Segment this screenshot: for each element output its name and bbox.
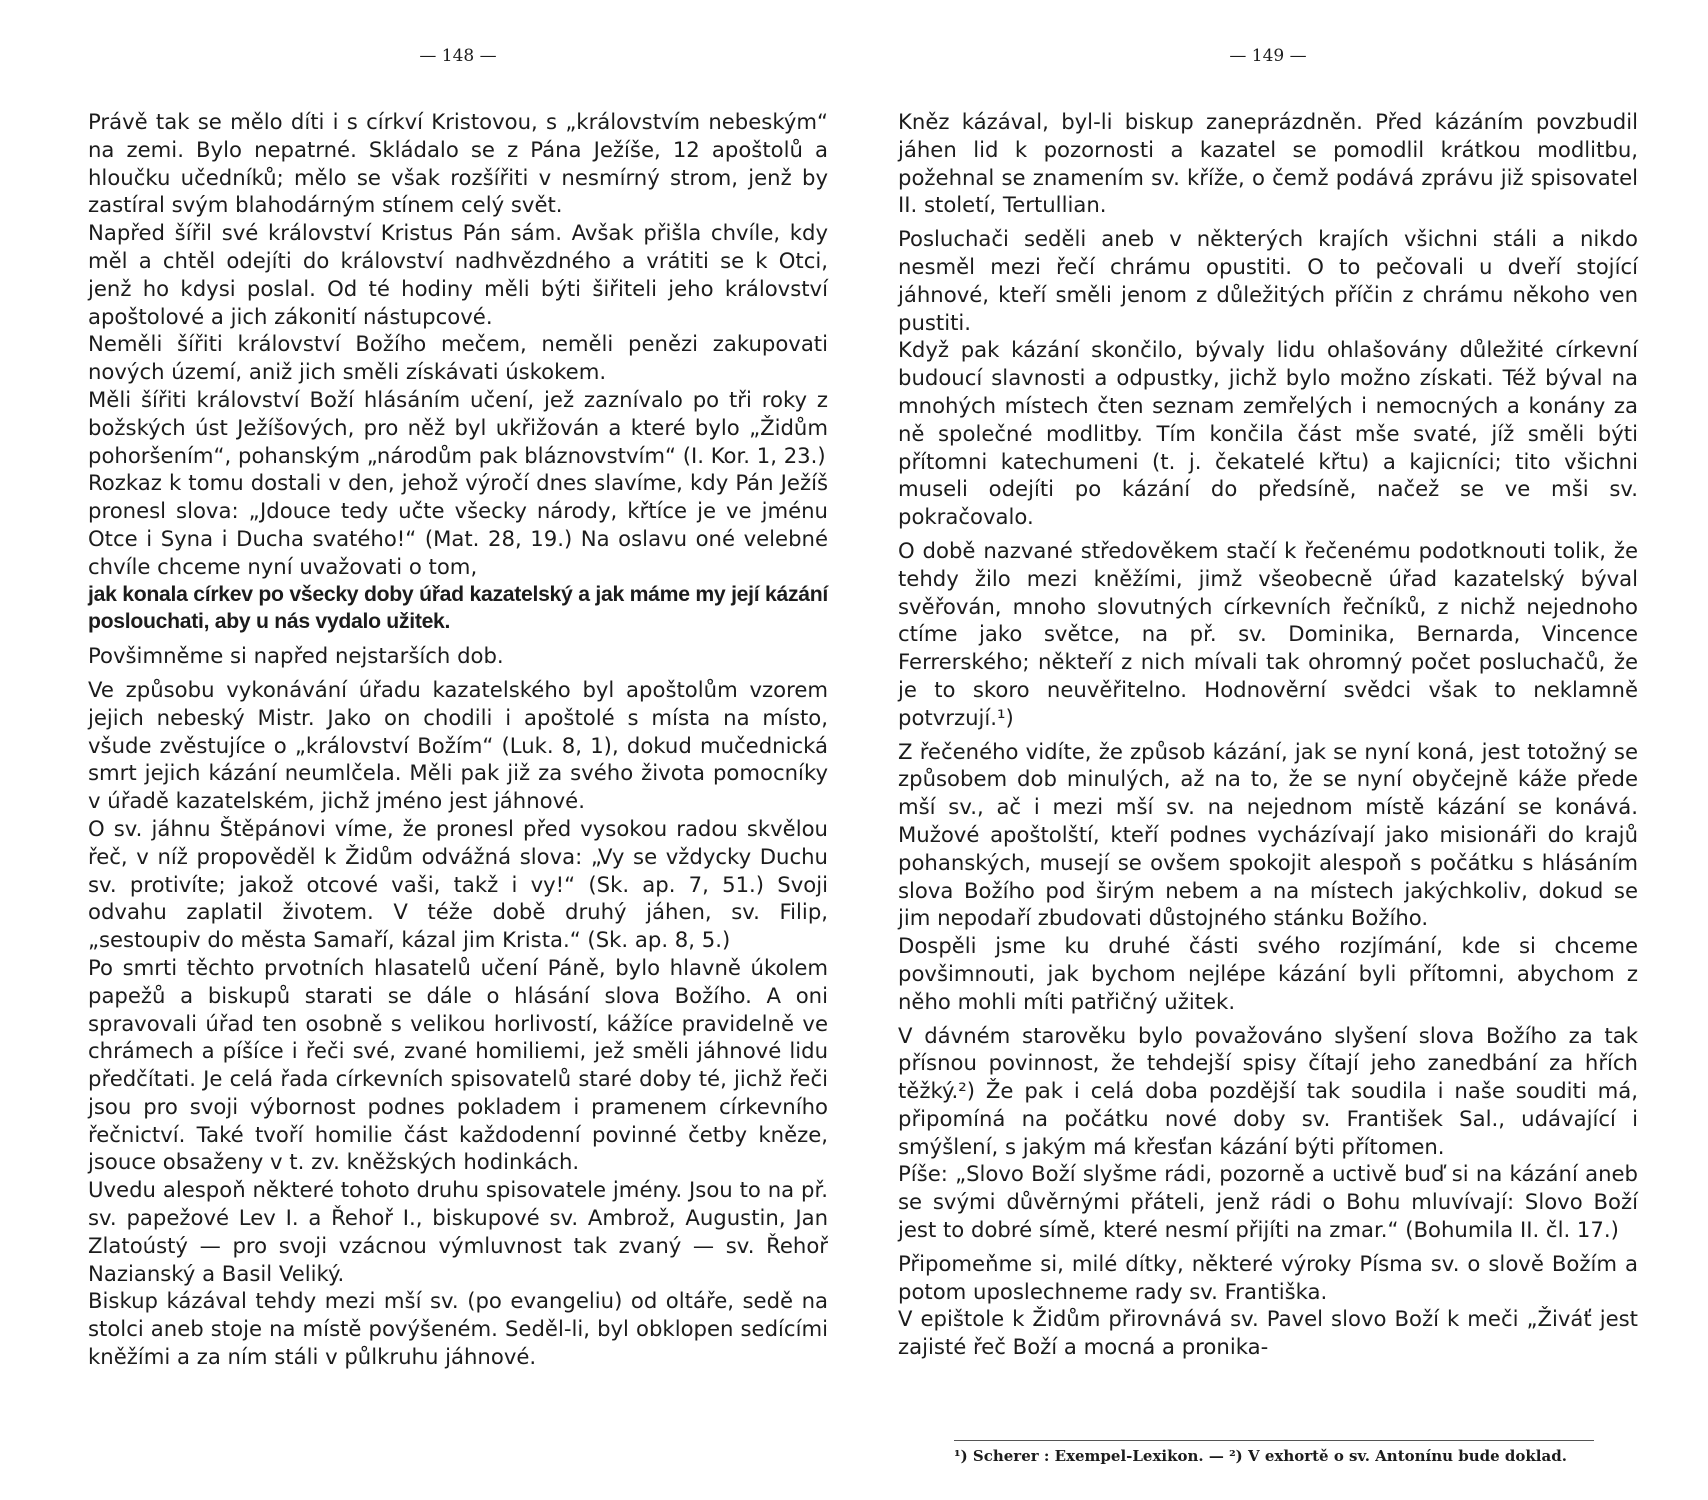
paragraph: Rozkaz k tomu dostali v den, jehož výročí dnes slavíme, kdy Pán Ježíš pronesl slova: „Jdouce tedy učte všecky národy, křtíce je ve jménu Otce i Syna i Ducha svatého!“ (Mat. 28, 19.) Na oslavu oné velebné chvíle chceme nyní uvažovati o tom,	[88, 470, 828, 579]
page-number-left: — 148 —	[419, 46, 497, 66]
paragraph: Připomeňme si, milé dítky, některé výroky Písma sv. o slově Božím a potom uposlechneme rady sv. Františka.	[898, 1250, 1638, 1304]
paragraph: Biskup kázával tehdy mezi mší sv. (po evangeliu) od oltáře, sedě na stolci aneb stoje na místě povýšeném. Seděl-li, byl obklopen sedícími kněžími a za ním stáli v půlkruhu jáhnové.	[88, 1288, 828, 1370]
paragraph: Dospěli jsme ku druhé části svého rozjímání, kde si chceme povšimnouti, jak bychom nejlépe kázání byli přítomni, abychom z něho mohli míti patřičný užitek.	[898, 933, 1638, 1014]
paragraph: Měli šířiti království Boží hlásáním učení, jež zaznívalo po tři roky z božských úst Ježíšových, pro něž byl ukřižován a které bylo „Židům pohoršením“, pohanským „národům pak bláznovstvím“ (I. Kor. 1, 23.)	[88, 386, 828, 468]
paragraph: Uvedu alespoň některé tohoto druhu spisovatele jmény. Jsou to na př. sv. papežové Lev I. a Řehoř I., biskupové sv. Ambrož, Augustin, Jan Zlatoústý — pro svoji vzácnou výmluvnost tak zvaný — sv. Řehoř Nazianský a Basil Veliký.	[88, 1177, 828, 1286]
paragraph: Neměli šířiti království Božího mečem, neměli penězi zakupovati nových území, aniž jich směli získávati úskokem.	[88, 331, 828, 385]
paragraph: Ve způsobu vykonávání úřadu kazatelského byl apoštolům vzorem jejich nebeský Mistr. Jako on chodili i apoštolé s místa na místo, všude zvěstujíce o „království Božím“ (Luk. 8, 1), dokud mučednická smrt jejich kázání neumlčela. Měli pak již za svého života pomocníky v úřadě kazatelském, jichž jméno jest jáhnové.	[88, 676, 828, 814]
paragraph: Posluchači seděli aneb v některých krajích všichni stáli a nikdo nesměl mezi řečí chrámu opustiti. O to pečovali u dveří stojící jáhnové, kteří směli jenom z důležitých příčin z chrámu někoho ven pustiti.	[898, 226, 1638, 335]
bold-thesis: jak konala církev po všecky doby úřad kazatelský a jak máme my její kázání poslouchati, aby u nás vydalo užitek.	[88, 582, 828, 634]
left-text-column	[88, 108, 828, 1371]
paragraph: Napřed šířil své království Kristus Pán sám. Avšak přišla chvíle, kdy měl a chtěl odejíti do království nadhvězdného a vrátiti se k Otci, jenž ho kdysi poslal. Od té hodiny měli býti šiřiteli jeho království apoštolové a jich zákonití nástupcové.	[88, 220, 828, 329]
paragraph: Z řečeného vidíte, že způsob kázání, jak se nyní koná, jest totožný se způsobem dob minulých, až na to, že se nyní obyčejně káže přede mší sv., ač i mezi mší sv. na nejednom místě kázání se konává. Mužové apoštolští, kteří podnes vycházívají jako misionáři do krajů pohanských, musejí se ovšem spokojit alespoň s počátku s hlásáním slova Božího pod širým nebem a na místech jakýchkoliv, dokud se jim nepodaří zbudovati důstojného stánku Božího.	[898, 738, 1638, 931]
page-number-right: — 149 —	[1229, 46, 1307, 66]
footnote: ¹) Scherer : Exempel-Lexikon. — ²) V exhortě o sv. Antonínu bude doklad.	[954, 1447, 1567, 1465]
paragraph: O době nazvané středověkem stačí k řečenému podotknouti tolik, že tehdy žilo mezi kněžími, jimž všeobecně úřad kazatelský býval svěřován, mnoho slovutných církevních řečníků, z nichž nejednoho ctíme jako světce, na př. sv. Dominika, Bernarda, Vincence Ferrerského; někteří z nich mívali tak ohromný počet posluchačů, že je to skoro neuvěřitelno. Hodnověrní svědci však to neklamně potvrzují.¹)	[898, 537, 1638, 730]
paragraph: Právě tak se mělo díti i s církví Kristovou, s „královstvím nebeským“ na zemi. Bylo nepatrné. Skládalo se z Pána Ježíše, 12 apoštolů a hloučku učedníků; mělo se však rozšířiti v nesmírný strom, jenž by zastíral svým blahodárným stínem celý svět.	[88, 109, 828, 218]
paragraph: Po smrti těchto prvotních hlasatelů učení Páně, bylo hlavně úkolem papežů a biskupů starati se dále o hlásání slova Božího. A oni spravovali úřad ten osobně s velikou horlivostí, kážíce pravidelně ve chrámech a píšíce i řeči své, zvané homiliemi, jež směli jáhnové lidu předčítati. Je celá řada církevních spisovatelů staré doby té, jichž řeči jsou pro svoji výbornost podnes pokladem i pramenem církevního řečnictví. Také tvoří homilie část každodenní povinné četby kněze, jsouce obsaženy v t. zv. kněžských hodinkách.	[88, 954, 828, 1175]
paragraph: V epištole k Židům přirovnává sv. Pavel slovo Boží k meči „Živáť jest zajisté řeč Boží a mocná a pronika-	[898, 1306, 1638, 1360]
paragraph: Když pak kázání skončilo, bývaly lidu ohlašovány důležité církevní budoucí slavnosti a odpustky, jichž bylo možno získati. Též býval na mnohých místech čten seznam zemřelých i nemocných a konány za ně společné modlitby. Tím končila část mše svaté, jíž směli býti přítomni katechumeni (t. j. čekatelé křtu) a kajicníci; tito všichni museli odejíti po kázání do předsíně, načež se ve mši sv. pokračovalo.	[898, 337, 1638, 530]
paragraph: Píše: „Slovo Boží slyšme rádi, pozorně a uctivě buď si na kázání aneb se svými důvěrnými přáteli, jenž rádi o Bohu mluvívají: Slovo Boží jest to dobré símě, které nesmí přijíti na zmar.“ (Bohumila II. čl. 17.)	[898, 1161, 1638, 1243]
right-text-column	[898, 108, 1638, 1361]
footnote-divider	[954, 1440, 1594, 1441]
paragraph: O sv. jáhnu Štěpánovi víme, že pronesl před vysokou radou skvělou řeč, v níž propověděl k Židům odvážná slova: „Vy se vždycky Duchu sv. protivíte; jakož otcové vaši, takž i vy!“ (Sk. ap. 7, 51.) Svoji odvahu zaplatil životem. V téže době druhý jáhen, sv. Filip, „sestoupiv do města Samaří, kázal jim Krista.“ (Sk. ap. 8, 5.)	[88, 815, 828, 953]
paragraph: Povšimněme si napřed nejstarších dob.	[88, 643, 504, 669]
paragraph: Kněz kázával, byl-li biskup zaneprázdněn. Před kázáním povzbudil jáhen lid k pozornosti a kazatel se pomodlil krátkou modlitbu, požehnal se znamením sv. kříže, o čemž podává zprávu již spisovatel II. století, Tertullian.	[898, 109, 1638, 218]
paragraph: V dávném starověku bylo považováno slyšení slova Božího za tak přísnou povinnost, že tehdejší spisy čítají jeho zanedbání za hřích těžký.²) Že pak i celá doba pozdější tak soudila i naše souditi má, připomíná na počátku nové doby sv. František Sal., udávající i smýšlení, s jakým má křesťan kázání býti přítomen.	[898, 1022, 1638, 1159]
